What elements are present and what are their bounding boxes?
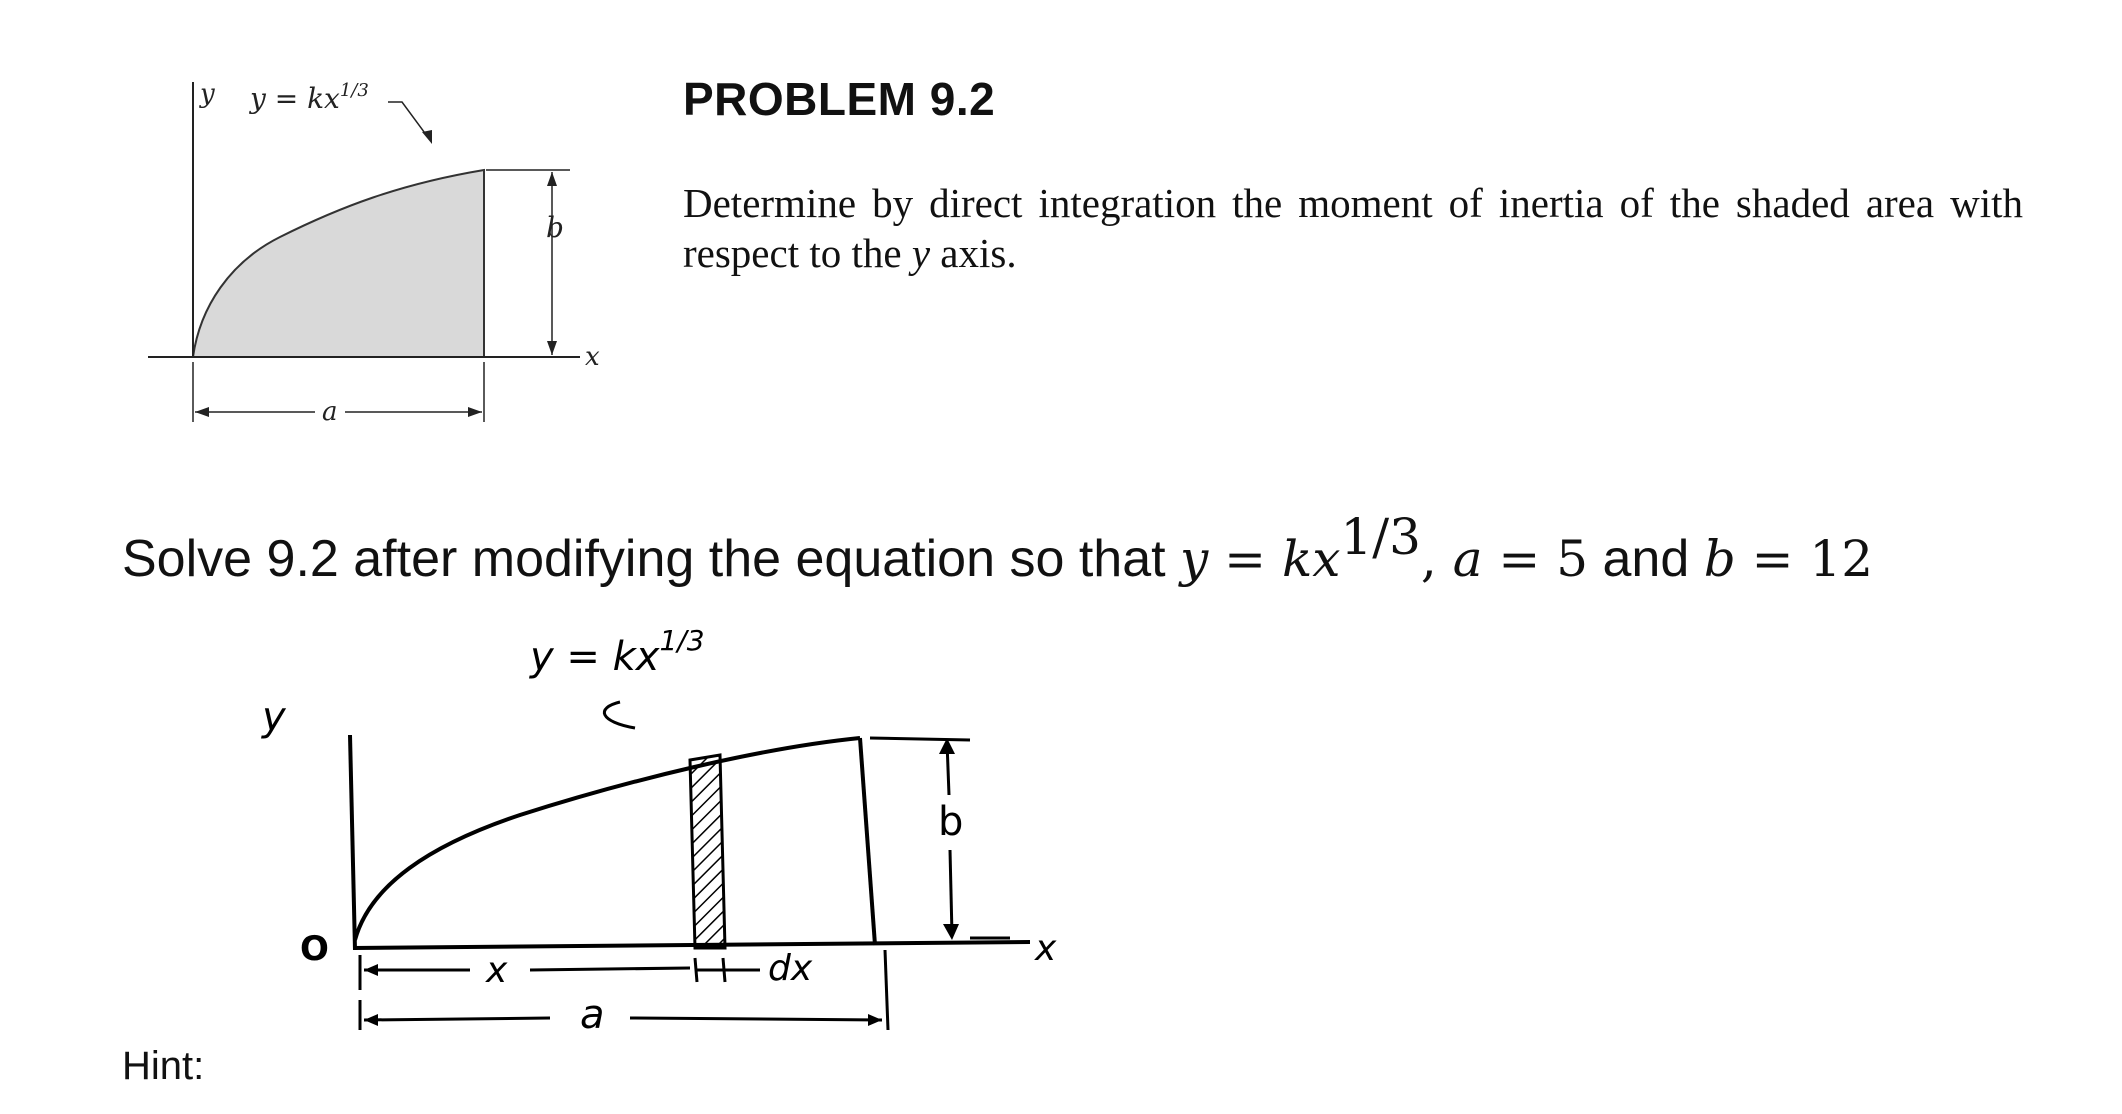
hint-sketch [240, 624, 1120, 1070]
sketch-x-axis [353, 942, 1030, 948]
dim-a-label: a [322, 397, 338, 427]
sketch-dim-b-line-bottom [950, 850, 952, 935]
axis-x-label: x [585, 342, 600, 372]
sketch-dim-x-line-right [530, 968, 690, 970]
hint-sketch-svg [240, 624, 1120, 1070]
sketch-axis-x-label: x [1035, 928, 1057, 969]
sketch-axis-y-label: y [262, 694, 286, 740]
sketch-curve-label: $y = kx^{1/3}$ [530, 624, 705, 680]
sketch-dim-a-label: a [580, 992, 605, 1038]
figure-problem-svg [130, 62, 650, 442]
shaded-area [193, 170, 484, 357]
problem-title: PROBLEM 9.2 [683, 73, 996, 125]
dim-b-label: b [546, 211, 564, 244]
axis-y-label: y [200, 79, 215, 109]
sketch-right-edge [860, 738, 875, 945]
sketch-dim-a-line-left [364, 1018, 550, 1020]
sketch-dim-dx-label: dx [768, 948, 813, 989]
problem-statement: Determine by direct integration the moment of inertia of the shaded area with respect to the y axis. [683, 180, 2023, 276]
sketch-curve [355, 738, 860, 940]
sketch-curve-leader [604, 702, 635, 728]
sketch-hatched-strip [690, 755, 725, 948]
sketch-dim-b-label: b [938, 799, 964, 845]
hint-label: Hint: [122, 1044, 205, 1088]
curve-leader-line [388, 102, 430, 140]
sketch-origin-label: O [300, 929, 329, 969]
sketch-y-axis [350, 735, 355, 950]
sketch-dim-x-label: x [486, 950, 508, 991]
figure-problem-9-2 [130, 62, 650, 442]
modified-problem-statement: Solve 9.2 after modifying the equation so that $y = kx^{1/3}$, a = 5 and b = 12 [122, 508, 1874, 588]
curve-equation-label: $y = kx^{1/3}$ [250, 80, 369, 115]
sketch-dim-a-line-right [630, 1018, 882, 1020]
